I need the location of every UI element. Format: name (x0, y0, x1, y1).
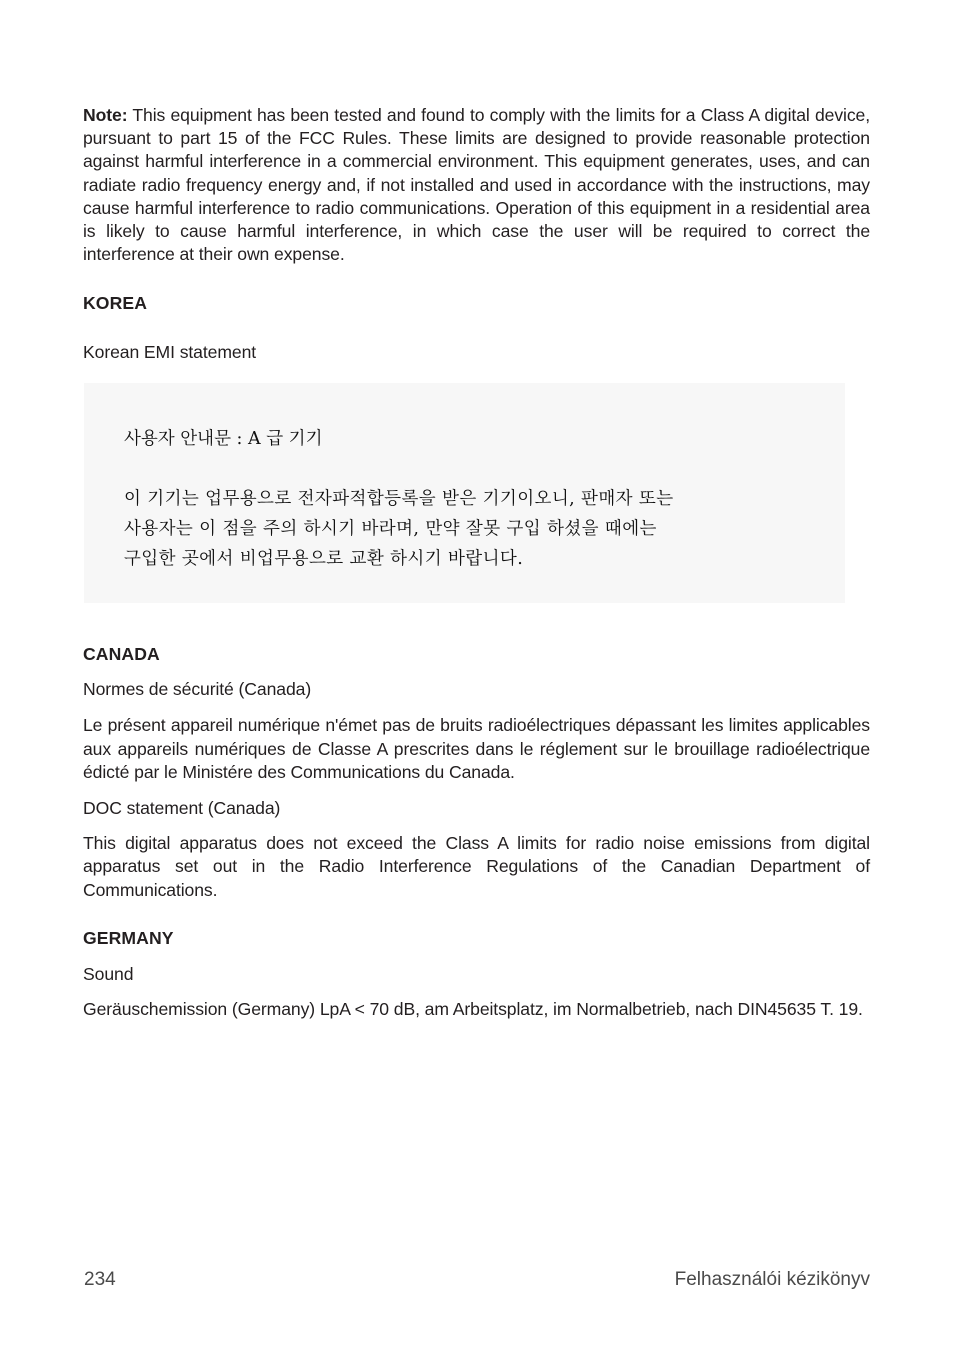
fcc-note-paragraph (83, 104, 870, 268)
korea-heading: KOREA (83, 293, 148, 313)
germany-sound-text: Geräuschemission (Germany) LpA < 70 dB, am Arbeitsplatz, im Normalbetrieb, nach DIN45635 T. 19. (83, 999, 863, 1020)
korean-statement-line: 사용자는 이 점을 주의 하시기 바라며, 만약 잘못 구입 하셨을 때에는 (124, 519, 657, 539)
canada-normes-text: Le présent appareil numérique n'émet pas de bruits radioélectriques dépassant les limites applicables aux appareils numériques de Classe A prescrites dans le réglement sur le brouillage radioélectrique édicté par le Ministére des Communications du Canada. (83, 715, 870, 782)
korean-statement-body (124, 484, 824, 574)
book-title: Felhasználói kézikönyv (674, 1269, 870, 1290)
page-number: 234 (84, 1269, 116, 1290)
korean-statement-line: 구입한 곳에서 비업무용으로 교환 하시기 바랍니다. (124, 549, 524, 569)
korean-emi-statement-image (84, 383, 845, 603)
canada-doc-text: This digital apparatus does not exceed the Class A limits for radio noise emissions from digital apparatus set out in the Radio Interference Regulations of the Canadian Department of Communications. (83, 833, 870, 900)
canada-heading: CANADA (83, 644, 160, 665)
germany-heading: GERMANY (83, 927, 174, 948)
canada-normes-title: Normes de sécurité (Canada) (83, 679, 312, 700)
korean-statement-title: 사용자 안내문 : A 급 기기 (124, 429, 323, 449)
korean-statement-line: 이 기기는 업무용으로 전자파적합등록을 받은 기기이오니, 판매자 또는 (124, 489, 674, 509)
canada-doc-title: DOC statement (Canada) (83, 798, 281, 819)
note-label: Note: (83, 105, 128, 125)
germany-sound-title: Sound (83, 963, 134, 984)
korea-subheading: Korean EMI statement (83, 342, 257, 362)
note-text: This equipment has been tested and found to comply with the limits for a Class A digital device, pursuant to part 15 of the FCC Rules. These limits are designed to provide reasonable protection against harmful interference in a commercial environment. This equipment generates, uses, and can radiate radio frequency energy and, if not installed and used in accordance with the instructions, may cause harmful interference to radio communications. Operation of this equipment in a residential area is likely to cause harmful interference, in which case the user will be required to correct the interference at their own expense. (83, 105, 870, 265)
